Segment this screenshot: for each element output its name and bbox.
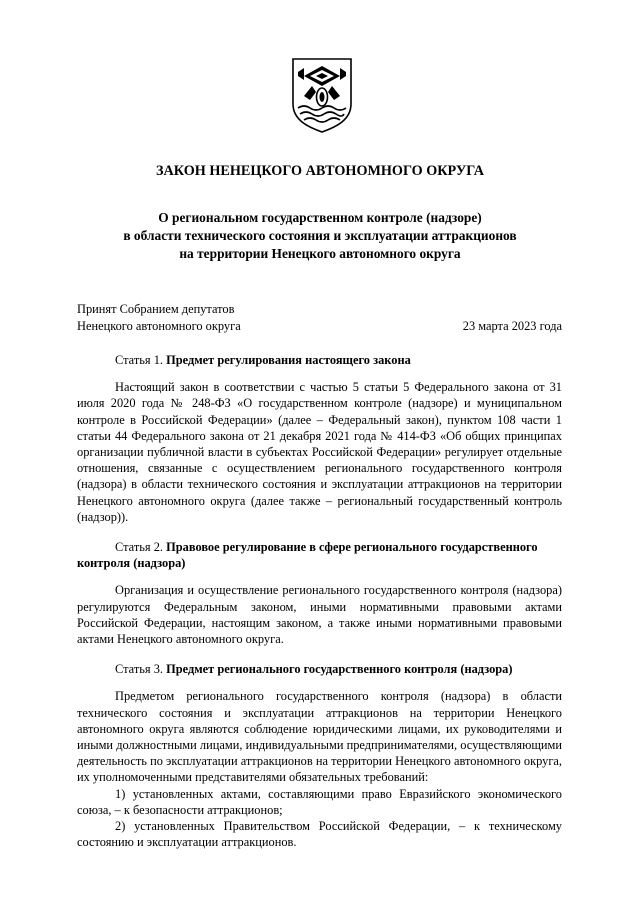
adoption-date: 23 марта 2023 года bbox=[462, 319, 562, 333]
article-title: Предмет регионального государственного контроля (надзора) bbox=[166, 662, 513, 677]
adopted-by bbox=[77, 301, 241, 335]
subtitle-line: О региональном государственном контроле (надзоре) bbox=[158, 210, 482, 225]
article-3-paragraph: Предметом регионального государственного контроля (надзора) в области технического состояния и эксплуатации аттракционов на территории Ненецкого автономного округа являются соблюдение юридическими лицами, их руководителями и иными должностными лицами, индивидуальными предпринимателями, осуществляющими деятельность по эксплуатации аттракционов на территории Ненецкого автономного округа, их уполномоченными представителями обязательных требований: bbox=[77, 689, 562, 785]
adopted-line: Ненецкого автономного округа bbox=[77, 319, 241, 333]
article-3-heading bbox=[77, 661, 562, 677]
document-subtitle bbox=[60, 209, 580, 263]
emblem-icon bbox=[290, 56, 354, 134]
article-3-list-item: 1) установленных актами, составляющими право Евразийского экономического союза, – к безопасности аттракционов; bbox=[77, 786, 562, 817]
article-prefix: Статья 1. bbox=[115, 353, 167, 367]
article-prefix: Статья 3. bbox=[115, 662, 167, 677]
article-1-heading bbox=[77, 352, 562, 368]
article-title: Предмет регулирования настоящего закона bbox=[166, 353, 411, 367]
article-3-list-item: 2) установленных Правительством Российской Федерации, – к техническому состоянию и эксплуатации аттракционов. bbox=[77, 819, 562, 850]
article-2-heading bbox=[77, 539, 562, 571]
article-2-paragraph: Организация и осуществление регионального государственного контроля (надзора) регулируются Федеральным законом, иными нормативными правовыми актами Российской Федерации, настоящим законом, а также иными нормативными правовыми актами Ненецкого автономного округа. bbox=[77, 583, 562, 647]
subtitle-line: на территории Ненецкого автономного округа bbox=[179, 246, 461, 261]
subtitle-line: в области технического состояния и эксплуатации аттракционов bbox=[123, 228, 517, 243]
article-title: Правовое регулирование в сфере регионального государственного контроля (надзора) bbox=[77, 540, 538, 571]
document-body bbox=[77, 352, 562, 850]
article-prefix: Статья 2. bbox=[115, 540, 167, 555]
document-title: ЗАКОН НЕНЕЦКОГО АВТОНОМНОГО ОКРУГА bbox=[156, 163, 484, 179]
adopted-line: Принят Собранием депутатов bbox=[77, 302, 235, 316]
article-1-paragraph: Настоящий закон в соответствии с частью 5 статьи 5 Федерального закона от 31 июля 2020 года № 248-ФЗ «О государственном контроле (надзоре) и муниципальном контроле в Российской Федерации» (далее – Федеральный закон), пунктом 108 части 1 статьи 44 Федерального закона от 21 декабря 2021 года № 414-ФЗ «Об общих принципах организации публичной власти в субъектах Российской Федерации» регулирует отдельные отношения, связанные с осуществлением регионального государственного контроля (надзора) в области технического состояния и эксплуатации аттракционов на территории Ненецкого автономного округа (далее также – региональный государственный контроль (надзор)). bbox=[77, 380, 562, 524]
